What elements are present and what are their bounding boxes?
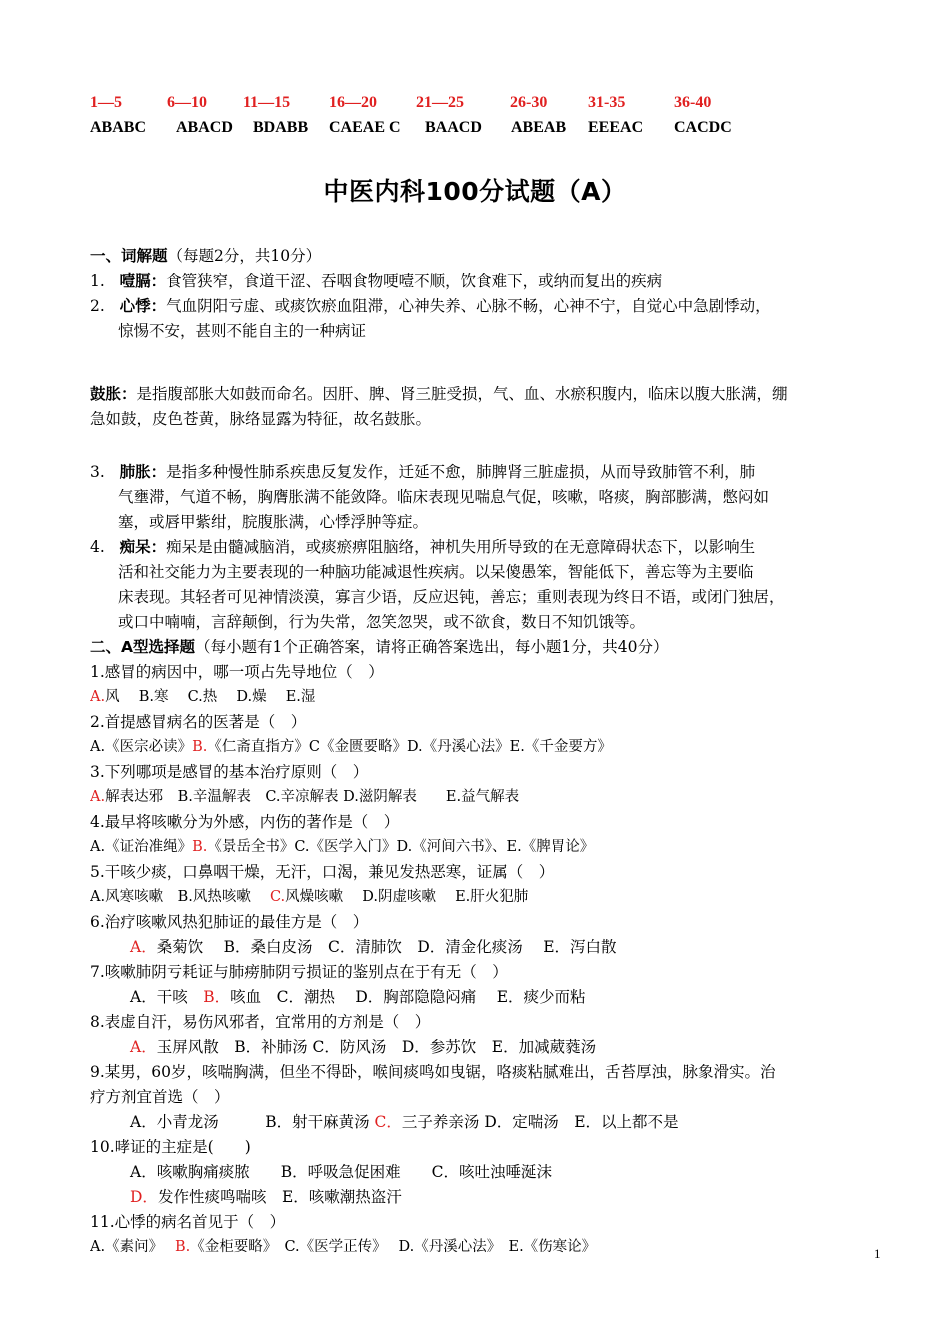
answer-letters: CAEAE C — [329, 119, 401, 136]
option-text: 桑菊饮 B．桑白皮汤 C．清肺饮 D．清金化痰汤 E．泻白散 — [156, 938, 617, 956]
definition-text: 痴呆是由髓减脑消，或痰瘀痹阻脑络，神机失用所导致的在无意障碍状态下，以影响生 — [166, 538, 756, 556]
section-heading — [90, 635, 890, 660]
answer-key — [90, 94, 890, 144]
question-options — [90, 735, 890, 760]
correct-option-letter: D． — [130, 1188, 158, 1206]
correct-option-letter: C． — [374, 1113, 402, 1131]
question-options — [90, 935, 890, 960]
section-1-note: （每题2分，共10分） — [167, 247, 322, 265]
correct-option-letter: B. — [192, 739, 208, 755]
definition-text: 惊惕不安，甚则不能自主的一种病证 — [118, 322, 367, 340]
option-text: 玉屏风散 B．补肺汤 C．防风汤 D．参苏饮 E．加减葳蕤汤 — [156, 1038, 597, 1056]
answer-range: 1—5 — [90, 94, 122, 111]
question-options: A．咳嗽胸痛痰脓 B．呼吸急促困难 C．咳吐浊唾涎沫 — [130, 1163, 552, 1181]
definition-item — [90, 460, 890, 485]
option-text: A.《证治准绳》 — [90, 839, 193, 855]
question-options — [90, 885, 890, 910]
answer-letters: BDABB — [253, 119, 309, 136]
answer-range: 26-30 — [510, 94, 548, 111]
question-options — [90, 1035, 890, 1060]
definition-text: 食管狭窄，食道干涩、吞咽食物哽噎不顺，饮食难下，或纳而复出的疾病 — [166, 272, 663, 290]
answer-letters: ABACD — [176, 119, 233, 136]
item-number: 1. — [90, 272, 105, 290]
answer-key-ranges — [90, 94, 890, 119]
section-2-heading: 二、A型选择题 — [90, 638, 195, 656]
item-number: 4. — [90, 538, 105, 556]
answer-range: 6—10 — [167, 94, 207, 111]
question-stem: 疗方剂宜首选（ ） — [90, 1088, 230, 1106]
answer-range: 16—20 — [329, 94, 377, 111]
section-1-heading: 一、词解题 — [90, 247, 168, 265]
definition-text: 塞，或唇甲紫绀，脘腹胀满，心悸浮肿等症。 — [118, 513, 429, 531]
question-options — [90, 1185, 890, 1210]
definition-text: 气壅滞，气道不畅，胸膺胀满不能敛降。临床表现见喘息气促，咳嗽，咯痰，胸部膨满，憋闷如 — [118, 488, 770, 506]
question-options — [90, 835, 890, 860]
term: 鼓胀： — [90, 385, 137, 403]
answer-range: 11—15 — [243, 94, 291, 111]
question-options — [90, 1110, 890, 1135]
option-text: 风 B.寒 C.热 D.燥 E.湿 — [105, 689, 316, 705]
definition-text: 气血阴阳亏虚、或痰饮瘀血阻滞，心神失养、心脉不畅，心神不宁，自觉心中急剧悸动， — [166, 297, 771, 315]
question-stem: 2.首提感冒病名的医著是（ ） — [90, 713, 307, 731]
correct-option-letter: B. — [192, 839, 208, 855]
definition-text: 床表现。其轻者可见神情淡漠，寡言少语，反应迟钝，善忘；重则表现为终日不语，或闭门独居， — [118, 588, 785, 606]
option-text: A．小青龙汤 B．射干麻黄汤 — [130, 1113, 375, 1131]
page-number: 1 — [874, 1246, 881, 1261]
definition-text: 或口中喃喃，言辞颠倒，行为失常，忽笑忽哭，或不欲食，数日不知饥饿等。 — [118, 613, 646, 631]
question-options — [90, 985, 890, 1010]
correct-option-letter: A． — [130, 1038, 157, 1056]
question-stem: 8.表虚自汗，易伤风邪者，宜常用的方剂是（ ） — [90, 1013, 431, 1031]
answer-range: 21—25 — [416, 94, 464, 111]
question-stem: 4.最早将咳嗽分为外感，内伤的著作是（ ） — [90, 813, 400, 831]
definition-item — [90, 294, 890, 319]
option-text: 风燥咳嗽 D.阴虚咳嗽 E.肝火犯肺 — [285, 889, 529, 905]
option-text: 三子养亲汤 D．定喘汤 E．以上都不是 — [401, 1113, 679, 1131]
item-number: 2. — [90, 297, 105, 315]
definition-item — [90, 382, 890, 407]
correct-option-letter: A． — [130, 938, 157, 956]
answer-key-answers — [90, 119, 890, 144]
correct-option-letter: A. — [90, 689, 106, 705]
option-text: A.《医宗必读》 — [90, 739, 193, 755]
term: 肺胀： — [119, 463, 167, 481]
option-text: 《景岳全书》C.《医学入门》D.《河间六书》、E.《脾胃论》 — [207, 839, 595, 855]
question-stem: 3.下列哪项是感冒的基本治疗原则（ ） — [90, 763, 369, 781]
option-text: A.风寒咳嗽 B.风热咳嗽 — [90, 889, 270, 905]
question-stem: 5.干咳少痰，口鼻咽干燥，无汗，口渴，兼见发热恶寒，证属（ ） — [90, 863, 555, 881]
term: 痴呆： — [119, 538, 167, 556]
answer-letters: EEEAC — [588, 119, 644, 136]
question-stem: 10.哮证的主症是( ) — [90, 1138, 251, 1156]
answer-letters: ABEAB — [511, 119, 567, 136]
correct-option-letter: B． — [203, 988, 231, 1006]
definition-item — [90, 535, 890, 560]
question-stem: 7.咳嗽肺阴亏耗证与肺痨肺阴亏损证的鉴别点在于有无（ ） — [90, 963, 508, 981]
term: 心悸： — [119, 297, 167, 315]
question-options — [90, 685, 890, 710]
answer-range: 36-40 — [674, 94, 712, 111]
answer-letters: BAACD — [425, 119, 482, 136]
term: 噎膈： — [119, 272, 167, 290]
question-stem: 1.感冒的病因中，哪一项占先导地位（ ） — [90, 663, 384, 681]
definition-text: 是指多种慢性肺系疾患反复发作，迁延不愈，肺脾肾三脏虚损，从而导致肺管不利，肺 — [166, 463, 756, 481]
answer-letters: CACDC — [674, 119, 732, 136]
correct-option-letter: A. — [90, 789, 106, 805]
option-text: 咳血 C．潮热 D．胸部隐隐闷痛 E．痰少而粘 — [230, 988, 586, 1006]
answer-letters: ABABC — [90, 119, 147, 136]
question-stem: 11.心悸的病名首见于（ ） — [90, 1213, 286, 1231]
option-text: 发作性痰鸣喘咳 E．咳嗽潮热盗汗 — [157, 1188, 402, 1206]
item-number: 3. — [90, 463, 105, 481]
option-text: A．干咳 — [130, 988, 204, 1006]
correct-option-letter: B. — [174, 1239, 191, 1255]
question-stem: 6.治疗咳嗽风热犯肺证的最佳方是（ ） — [90, 913, 369, 931]
option-text: A.《素问》 — [90, 1239, 175, 1255]
question-options — [90, 785, 890, 810]
definition-text: 是指腹部胀大如鼓而命名。因肝、脾、肾三脏受损，气、血、水瘀积腹内，临床以腹大胀满，绷 — [136, 385, 788, 403]
option-text: 解表达邪 B.辛温解表 C.辛凉解表 D.滋阴解表 E.益气解表 — [105, 789, 520, 805]
option-text: 《金柜要略》 C.《医学正传》 D.《丹溪心法》 E.《伤寒论》 — [190, 1239, 597, 1255]
exam-content — [90, 244, 890, 1260]
correct-option-letter: C. — [269, 889, 286, 905]
section-2-note: （每小题有1个正确答案，请将正确答案选出，每小题1分，共40分） — [195, 638, 669, 656]
definition-text: 急如鼓，皮色苍黄，脉络显露为特征，故名鼓胀。 — [90, 410, 432, 428]
question-stem: 9.某男，60岁，咳喘胸满，但坐不得卧，喉间痰鸣如曳锯，咯痰粘腻难出，舌苔厚浊，脉象滑实。治 — [90, 1063, 776, 1081]
section-heading — [90, 244, 890, 269]
question-options — [90, 1235, 890, 1260]
answer-range: 31-35 — [588, 94, 626, 111]
option-text: 《仁斋直指方》C《金匮要略》D.《丹溪心法》E.《千金要方》 — [207, 739, 612, 755]
page-title: 中医内科100分试题（A） — [323, 177, 627, 206]
definition-item — [90, 269, 890, 294]
definition-text: 活和社交能力为主要表现的一种脑功能减退性疾病。以呆傻愚笨，智能低下，善忘等为主要临 — [118, 563, 754, 581]
